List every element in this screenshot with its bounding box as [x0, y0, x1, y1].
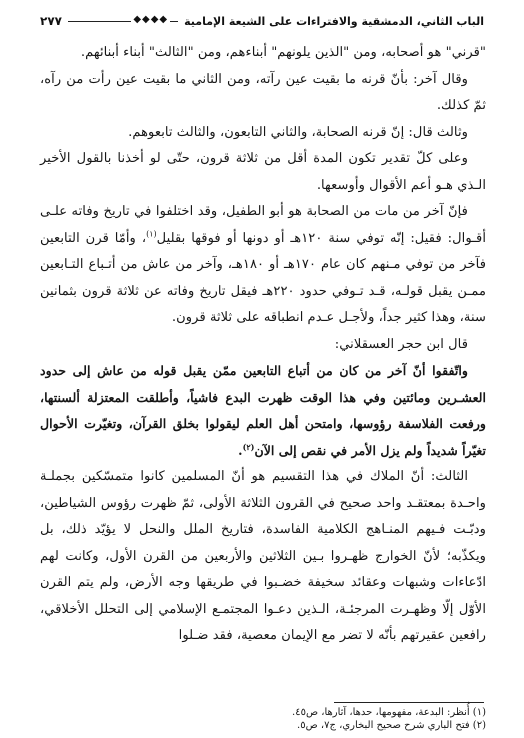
paragraph: [40, 199, 486, 332]
footnote-ref[interactable]: (١): [146, 229, 157, 239]
footnotes: [40, 706, 486, 732]
chapter-title: الباب الثاني، الدمشقية والافتراءات على الشيعة الإمامية: [184, 14, 484, 28]
footnote-separator: [334, 702, 484, 703]
header-rule: [68, 11, 178, 31]
quote-intro: قال ابن حجر العسقلاني:: [334, 336, 468, 352]
paragraph: وعلى كلّ تقدير تكون المدة أقل من ثلاثة قرون، حتّى لو أخذنا بالقول الأخير الـذي هـو أعم الأقوال وأوسعها.: [40, 151, 486, 193]
header-ornament: ◆◆◆◆: [133, 14, 169, 25]
running-header: [40, 11, 484, 31]
paragraph: وثالث قال: إنّ قرنه الصحابة، والثاني التابعون، والثالث تابعوهم.: [128, 124, 468, 140]
quotation-text: واتّفقوا أنّ آخر من كان من أتباع التابعين ممّن يقبل قوله من عاش إلى حدود العشـرين ومائتين وفي هذا الوقت ظهرت البدع فاشياً، وأطلقت المعتزلة ألسنتها، ورفعت الفلاسفة رؤوسها، وامتحن أهل العلم ليقولوا بخلق القرآن، وتغيّرت الأحوال تغيّراً شديداً ولم يزل الأمر في نقص إلى الآن: [40, 363, 486, 458]
footnote-ref[interactable]: (٢): [242, 441, 255, 452]
paragraph: "قرني" هو أصحابه، ومن "الذين يلونهم" أبناءهم، ومن "الثالث" أبناء أبنائهم.: [80, 45, 486, 60]
paragraph-text: فإنّ آخر من مات من الصحابة هو أبو الطفيل، وقد اختلفوا في تاريخ وفاته علـى أقـوال: فقيل: إنّه توفي سنة ١٢٠هـ أو دونها أو فوقها بقليل: [40, 204, 486, 246]
quotation: واتّفقوا أنّ آخر من كان من أتباع التابعين ممّن يقبل قوله من عاش إلى حدود العشـرين ومائتين وفي هذا الوقت ظهرت البدع فاشياً، وأطلقت المعتزلة ألسنتها، ورفعت الفلاسفة رؤوسها، وامتحن أهل العلم ليقولوا بخلق القرآن، وتغيّرت الأحوال تغيّراً شديداً ولم يزل الأمر في نقص إلى الآن$^{(٢)}$.: [40, 363, 486, 458]
footnote: (٢) فتح الباري شرح صحيح البخاري، ج٧، ص٥.: [297, 720, 486, 731]
paragraph-text: ، وأمّا قرن التابعين فآخر من توفي مـنهم كان عام ١٧٠هـ أو ١٨٠هـ، وآخر من عاش من أتـباع التـابعين ممـن يقبل قولـه، قـد تـوفي حدود ٢٢٠هـ فيقل تاريخ وفاته عن ثلاثة قرون بثمانين سنة، وهذا كثير جداً، ولأجـل عـدم انطباقه على ثلاثة قرون.: [40, 230, 487, 325]
body-text: [40, 40, 486, 650]
paragraph: الثالث: أنّ الملاك في هذا التقسيم هو أنّ المسلمين كانوا متمسّكين بجملـة واحـدة بمعتقـد واحد صحيح في القرون الثلاثة الأولى، ثمّ ظهرت رؤوس الشياطين، ودبّـت فـيهم المنـاهج الكلامية الفاسدة، فتاريخ الملل والنحل لا يؤيّد ذلك، بل ويكذّبه؛ لأنّ الخوارج ظهـروا بـين الثلاثين والأربعين من القرن الأول، وكانت لهم ادّعاءات وشبهات وعقائد سخيفة خضـبوا في طريقها وجه الأرض، ولم يتم القرن الأوّل إلّا وظهـرت المرجئـة، الـذين دعـوا المجتمـع الإسلامي إلى التحلل الأخلاقي، رافعين عقيرتهم بأنّه لا تضر مع الإيمان معصية، فقد ضـلوا: [40, 469, 486, 643]
paragraph: وقال آخر: بأنّ قرنه ما بقيت عين رآته، ومن الثاني ما بقيت عين رأت من رآه، ثمّ كذلك.: [40, 71, 486, 113]
page-number: ٢٧٧: [40, 14, 62, 28]
footnote: (١) أُنظر: البدعة، مفهومها، حدها، آثارها، ص٤٥.: [292, 707, 486, 718]
